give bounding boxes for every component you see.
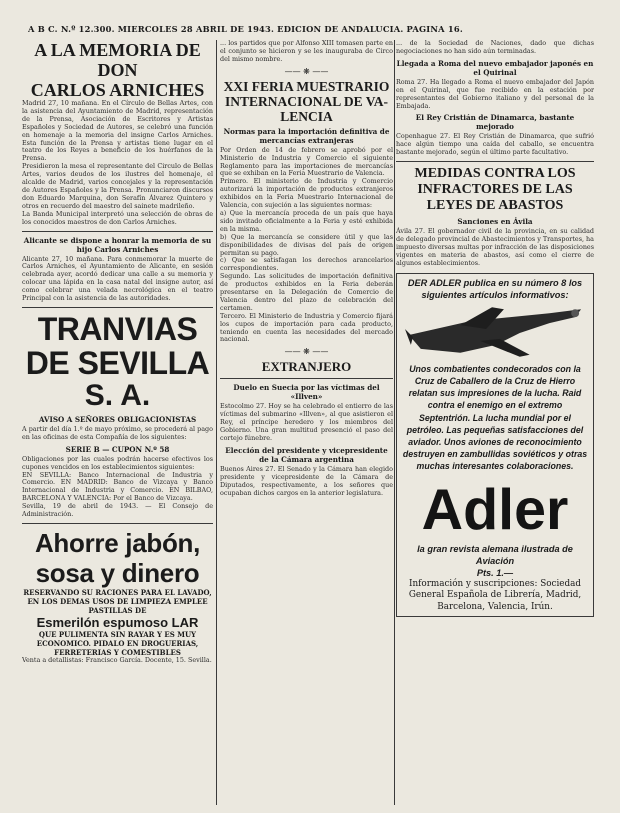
feria-paragraph: Por Orden de 14 de febrero se aprobó por el Ministerio de Industria y Comercio el siguiente Reglamento para las importaciones de mercancías que se exhiban en la Feria Muestrario de Valencia. — [220, 145, 393, 178]
intro-paragraph: ... los partidos que por Alfonso XIII tomasen parte en el conjunto se hicieron y se les inauguraba de Circo del mismo nombre. — [220, 40, 393, 63]
soap-ad-text: RESERVANDO SU RACIONES PARA EL LAVADO, EN LOS DEMAS USOS DE LIMPIEZA EMPLEE PASTILLAS DE — [23, 588, 212, 615]
argentina-subheadline: Elección del presidente y vicepresidente de la Cámara argentina — [225, 445, 388, 464]
adler-ad-headline: DER ADLER publica en su número 8 los siguientes artículos informativos: — [407, 277, 583, 300]
column-rule — [216, 40, 217, 805]
adler-ad-info: Información y suscripciones: Sociedad General Española de Librería, Madrid, Barcelona, Valencia, Irún. — [408, 578, 582, 612]
arniches-headline: A LA MEMORIA DE DON — [34, 40, 201, 80]
feria-paragraph: Segundo. Las solicitudes de importación definitiva de productos exhibidos en la Feria deberán presentarse en la Delegación de Comercio de Valencia dentro del plazo de celebración del certamen. — [220, 272, 393, 312]
adler-ad — [396, 273, 594, 617]
divider — [22, 307, 213, 308]
alicante-paragraph: Alicante 27, 10 mañana. Para conmemorar la muerte de Carlos Arniches, el Ayuntamiento de Alicante, en sesión celebrada ayer, acordó dedicar una calle a su memoria y colocar una lápida en la casa natal del insigne autor, así como celebrar una velada necrológica en el teatro Principal con la asistencia de las autoridades. — [22, 254, 213, 303]
column-left — [22, 40, 213, 813]
tranvias-paragraph: EN SEVILLA: Banco Internacional de Industria y Comercio. EN MADRID: Banco de Vizcaya y Banco Internacional de Industria y Comercio. EN BILBAO, BARCELONA Y VALENCIA: Por el Banco de Vizcaya. — [22, 470, 213, 503]
feria-paragraph: Tercero. El Ministerio de Industria y Comercio fijará los cupos de importación para cada producto, teniendo en cuenta las necesidades del mercado nacional. — [220, 311, 393, 344]
soap-ad-headline-2: sosa y dinero — [35, 558, 200, 588]
arniches-lead: Madrid 27, 10 mañana. En el Círculo de Bellas Artes, con la asistencia del Ayuntamiento de Madrid, representación de la Prensa, Asociación de Escritores y Artistas Españoles y Sociedad de Autores, se celebró una función en homenaje a la memoria del insigne Carlos Arniches. Esta función de la Prensa y artistas tiene lugar en el teatro de los Reyes a beneficio de los huérfanos de la Prensa. — [22, 99, 213, 163]
soap-ad-headline: Ahorre jabón, — [34, 528, 201, 558]
adler-ad-body: Unos combatientes condecorados con la Cruz de Caballero de la Cruz de Hierro relatan sus impresiones de la lucha. Raid contra el enemigo en el extremo Septentrión. La lucha mundial por el petróleo. Las pequeñas satisfacciones del aviador. Unos aviones de reconocimiento destruyen en zambullidas soviéticos y otras muchas interesantes colaboraciones. — [402, 363, 588, 472]
divider — [220, 378, 393, 379]
abastos-headline-2: INFRACTORES DE LAS — [417, 182, 573, 198]
column-rule — [394, 40, 395, 805]
column-right — [396, 40, 594, 813]
feria-headline-2: INTERNACIONAL DE VA- — [224, 93, 389, 109]
adler-ad-tagline: la gran revista alemana ilustrada de Aviación — [417, 543, 573, 566]
feria-headline: XXI FERIA MUESTRARIO — [223, 78, 390, 94]
ornament-separator: —— ❋ —— — [284, 66, 329, 76]
ornament-separator: —— ❋ —— — [284, 347, 329, 357]
suecia-subheadline: Duelo en Suecia por las víctimas del «Illven» — [233, 383, 380, 402]
feria-subheadline: Normas para la importación definitiva de mercancías extranjeras — [223, 126, 390, 145]
argentina-paragraph: Buenos Aires 27. El Senado y la Cámara han elegido presidente y vicepresidente de la Cámara de Diputados, respectivamente, a los señores que ocupaban dichos cargos en la anterior legislatura. — [220, 464, 393, 497]
tranvias-signature: Sevilla, 19 de abril de 1943. — El Consejo de Administración. — [22, 502, 213, 519]
abastos-headline-3: LEYES DE ABASTOS — [426, 198, 564, 214]
tranvias-notice — [22, 312, 213, 519]
avila-subheadline: Sanciones en Ávila — [457, 217, 533, 227]
arniches-headline-2: CARLOS ARNICHES — [30, 80, 205, 100]
feria-paragraph: b) Que la mercancía se considere útil y que las disponibilidades de divisas del país de origen permitan su pago. — [220, 232, 393, 257]
tranvias-aviso: AVISO A SEÑORES OBLIGACIONISTAS — [38, 414, 197, 424]
feria-headline-3: LENCIA — [280, 108, 333, 124]
alicante-subheadline: Alicante se dispone a honrar la memoria de su hijo Carlos Arniches — [23, 235, 212, 254]
abastos-headline: MEDIDAS CONTRA LOS — [414, 166, 576, 182]
feria-paragraph: a) Que la mercancía proceda de un país que haya sido invitado oficialmente a la Feria y esté exhibida en la misma. — [220, 208, 393, 233]
roma-paragraph: Roma 27. Ha llegado a Roma el nuevo embajador del Japón en el Quirinal, que fue recibido en la estación por representantes del Gobierno italiano y del personal de la Embajada. — [396, 77, 594, 110]
arniches-paragraph: La Banda Municipal interpretó una selección de obras de los conocidos maestros de don Carlos Arniches. — [22, 209, 213, 226]
tranvias-cupon: SERIE B — CUPON N.º 58 — [65, 444, 170, 454]
tranvias-title: TRANVIAS DE SEVILLA — [25, 310, 210, 381]
feria-paragraph: c) Que se satisfagan los derechos arancelarios correspondientes. — [220, 256, 393, 273]
feria-paragraph: Primero. El ministerio de Industria y Comercio autorizará la importación de productos extranjeros exhibidos en la Feria Muestrario Internacional de Valencia, con sujeción a las siguientes normas: — [220, 177, 393, 210]
arniches-paragraph: Presidieron la mesa el representante del Circulo de Bellas Artes, varios deudos de los ilustres del homenaje, el alcalde de Madrid, varios concejales y la representación de Autores Españoles y la Prensa. Pronunciaron discursos don Eduardo Marquina, don Serafín Álvarez Quintero y otros en recuerdo del maestro del sainete madrileño. — [22, 162, 213, 210]
divider — [22, 231, 213, 232]
adler-logo — [401, 473, 589, 543]
extranjero-headline: EXTRANJERO — [261, 359, 352, 375]
divider — [396, 161, 594, 162]
tranvias-paragraph: Obligaciones por las cuales podrán hacerse efectivos los cupones vencidos en los establecimientos siguientes: — [22, 454, 213, 471]
page-header: A B C. N.º 12.300. MIERCOLES 28 ABRIL DE 1943. EDICION DE ANDALUCIA. PAGINA 16. — [28, 24, 463, 34]
soap-ad — [22, 528, 213, 665]
column-middle — [220, 40, 393, 813]
dinamarca-paragraph: Copenhague 27. El Rey Cristián de Dinamarca, que sufrió hace algún tiempo una caída del caballo, se encuentra bastante mejorado, según el último parte facultativo. — [396, 132, 594, 157]
roma-subheadline: Llegada a Roma del nuevo embajador japonés en el Quirinal — [396, 58, 594, 77]
tranvias-sa: S. A. — [84, 378, 151, 412]
dinamarca-subheadline: El Rey Cristián de Dinamarca, bastante mejorado — [415, 113, 575, 132]
adler-logo-text: Adler — [421, 477, 569, 542]
soap-ad-text-2: QUE PULIMENTA SIN RAYAR Y ES MUY ECONOMICO. PIDALO EN DROGUERIAS, FERRETERIAS Y COMESTIBLES — [36, 630, 199, 657]
adler-ad-price: Pts. 1.— — [476, 567, 514, 578]
soap-ad-distributor: Venta a detallistas: Francisco García. Docente, 15. Sevilla. — [22, 656, 212, 664]
divider — [22, 523, 213, 524]
tranvias-paragraph: A partir del día 1.º de mayo próximo, se procederá al pago en las oficinas de esta Compañía de los siguientes: — [22, 424, 213, 441]
intro-paragraph: ... de la Sociedad de Naciones, dado que dichas negociaciones no han sido aún terminadas. — [396, 40, 594, 55]
soap-ad-brand: Esmerilón espumoso LAR — [36, 615, 199, 630]
avila-paragraph: Ávila 27. El gobernador civil de la provincia, en su calidad de delegado provincial de Abastecimientos y Transportes, ha impuesto diversas multas por infracción de las disposiciones vigentes en materia de abastos, así como el cierre de algunos establecimientos. — [396, 227, 594, 267]
fighter-plane-illustration — [401, 301, 589, 363]
suecia-paragraph: Estocolmo 27. Hoy se ha celebrado el entierro de las víctimas del submarino «Illven», al que asistieron el Rey, el príncipe heredero y los miembros del Gobierno. Una gran multitud presenció el paso del cortejo fúnebre. — [220, 402, 393, 442]
